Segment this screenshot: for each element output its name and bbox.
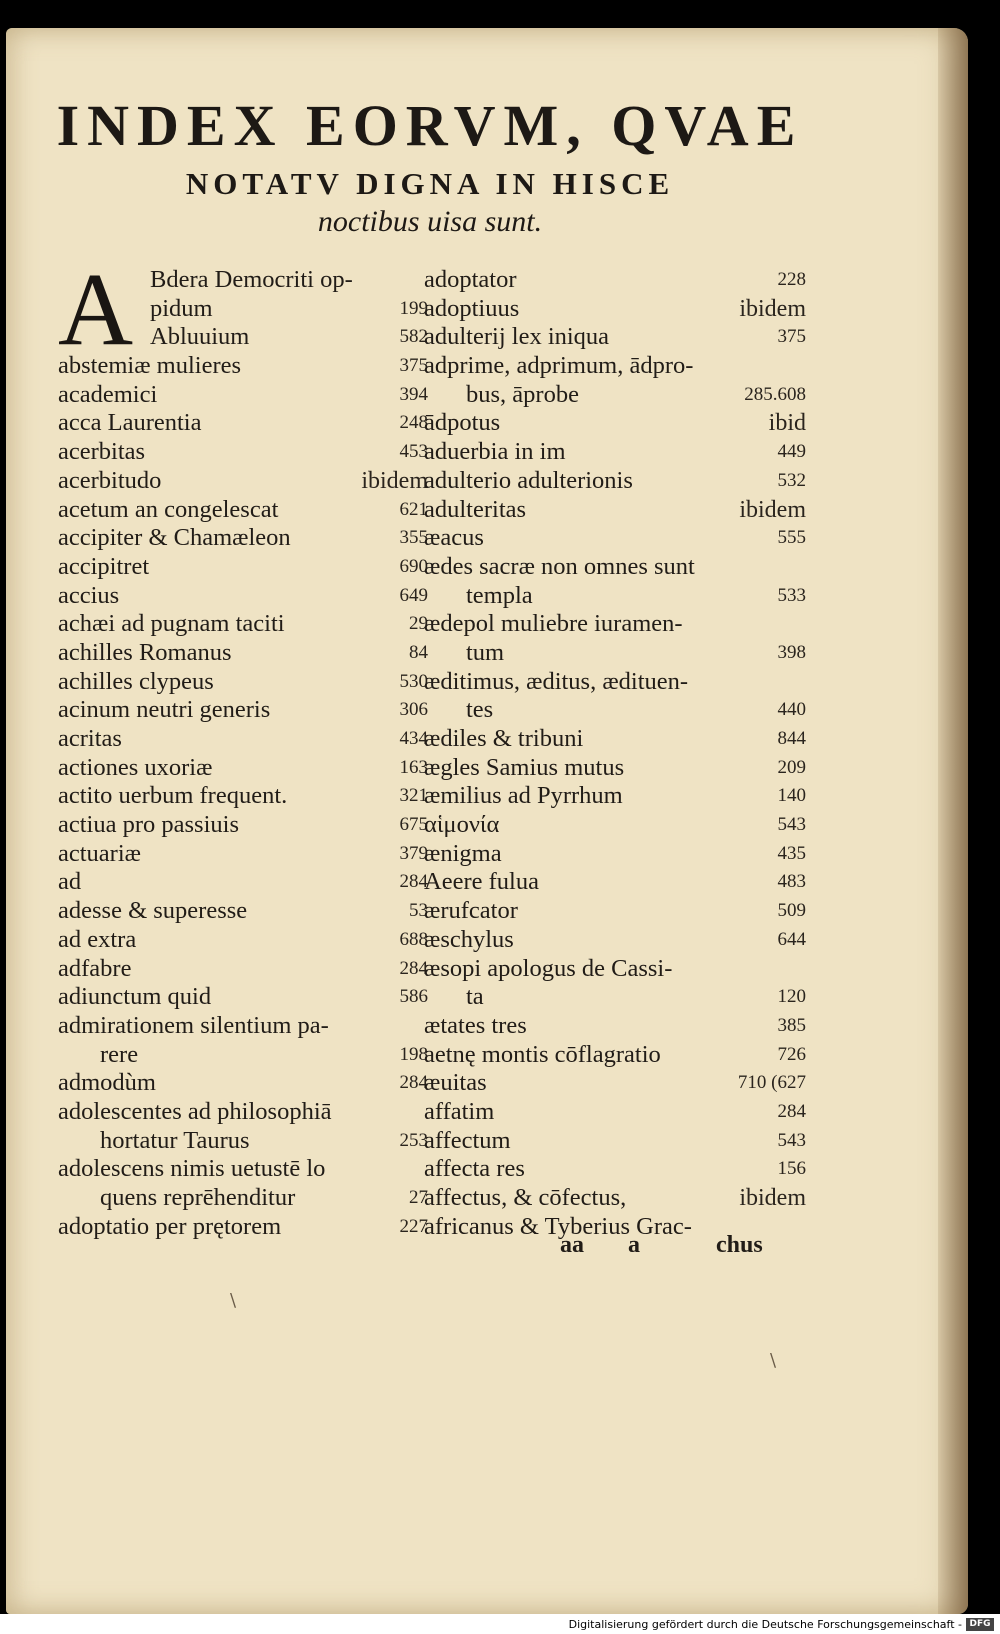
index-entry-page-ref: 84 (409, 641, 428, 663)
index-entry-page-ref: 644 (777, 928, 806, 950)
index-entry-term: adoptator (424, 266, 517, 293)
index-entry-page-ref: 530 (399, 670, 428, 692)
index-entry-term: academici (58, 380, 158, 408)
index-entry-page-ref: 440 (777, 699, 806, 721)
index-entry-term: adprime, adprimum, ādpro- (424, 352, 694, 380)
index-entry (424, 639, 806, 668)
index-entry-term: Bdera Democriti op- (150, 266, 353, 293)
index-entry (424, 409, 806, 438)
index-entry-term: adoptiuus (424, 294, 520, 322)
index-entry-term: acetum an congelescat (58, 495, 279, 523)
index-entry-page-ref: 156 (777, 1158, 806, 1180)
index-entry-page-ref: 621 (399, 498, 428, 520)
index-entry-page-ref: ibidem (361, 467, 428, 494)
index-entry (58, 524, 428, 553)
index-entry-term: adfabre (58, 954, 132, 982)
index-entry-page-ref: 53 (409, 900, 428, 922)
index-entry-page-ref: 385 (777, 1014, 806, 1036)
index-entry-term: bus, āprobe (466, 380, 579, 408)
index-entry-term: accius (58, 581, 120, 609)
index-entry-term: rere (100, 1040, 139, 1068)
index-entry (424, 582, 806, 611)
index-entry-term: æschylus (424, 925, 514, 953)
index-entry (58, 983, 428, 1012)
index-entry-page-ref: 398 (777, 641, 806, 663)
index-entry (58, 553, 428, 582)
index-entry-term: æuitas (424, 1069, 487, 1097)
index-entry (58, 725, 428, 754)
index-entry (424, 467, 806, 496)
index-entry-page-ref: 844 (777, 728, 806, 749)
index-entry-term: adulteritas (424, 495, 527, 523)
index-entry (58, 1041, 428, 1070)
index-entry (424, 926, 806, 955)
index-entry (424, 696, 806, 725)
index-entry (424, 840, 806, 869)
index-entry (58, 352, 428, 381)
index-entry-page-ref: 140 (777, 785, 806, 807)
index-entry-page-ref: 209 (777, 756, 806, 778)
index-entry (424, 983, 806, 1012)
index-entry-page-ref: 710 (627 (737, 1072, 806, 1094)
index-entry (58, 1098, 428, 1127)
index-entry (424, 897, 806, 926)
index-entry-term: acinum neutri generis (58, 696, 271, 724)
index-entry-term: acritas (58, 725, 122, 752)
index-entry-page-ref: 690 (399, 555, 428, 577)
index-entry-term: hortatur Taurus (100, 1126, 250, 1154)
index-entry (58, 754, 428, 783)
index-entry-term: ad (58, 868, 82, 896)
index-left-column (58, 252, 428, 1241)
index-entry (58, 1213, 428, 1242)
index-entry-term: actito uerbum frequent. (58, 782, 288, 810)
index-entry-term: abstemiæ mulieres (58, 352, 242, 380)
index-entry (58, 381, 428, 410)
index-entry-term: adulterio adulterionis (424, 466, 633, 494)
index-entry-page-ref: ibidem (739, 1185, 806, 1211)
index-subtitle: NOTATV DIGNA IN HISCE (185, 166, 675, 201)
index-entry-page-ref: 509 (777, 900, 806, 922)
index-entry-term: ta (466, 983, 484, 1011)
index-entry-page-ref: 649 (399, 584, 428, 606)
index-entry-term: admirationem silentium pa- (58, 1011, 329, 1039)
index-entry-term: ægles Samius mutus (424, 753, 625, 781)
index-entry-term: adiunctum quid (58, 983, 212, 1011)
index-entry-page-ref: 675 (399, 814, 428, 836)
index-entry-term: æacus (424, 524, 484, 552)
index-entry-page-ref: 253 (399, 1129, 428, 1151)
index-entry-term: achæi ad pugnam taciti (58, 610, 285, 638)
index-entry (424, 1155, 806, 1184)
index-entry (424, 725, 806, 754)
index-entry (424, 438, 806, 467)
digitization-credit: Digitalisierung gefördert durch die Deutsche Forschungsgemeinschaft - (568, 1618, 962, 1631)
index-entry-term: acerbitudo (58, 466, 162, 494)
index-entry (424, 782, 806, 811)
index-entry (424, 496, 806, 525)
index-entry-page-ref: 543 (777, 814, 806, 836)
index-entry-term: æsopi apologus de Cassi- (424, 954, 673, 982)
index-entry-term: acerbitas (58, 438, 146, 466)
index-entry-page-ref: 321 (399, 785, 428, 807)
index-entry-term: æmilius ad Pyrrhum (424, 782, 623, 810)
index-entry (58, 438, 428, 467)
index-entry-page-ref: 285.608 (744, 383, 806, 405)
index-entry-page-ref: 453 (399, 441, 428, 463)
index-entry-term: æditimus, æditus, ædituen- (424, 667, 689, 695)
index-entry-page-ref: 449 (777, 441, 806, 463)
index-entry (424, 1012, 806, 1041)
index-entry (58, 926, 428, 955)
index-entry (58, 955, 428, 984)
index-entry-term: tes (466, 696, 494, 724)
index-entry-page-ref: 434 (399, 728, 428, 749)
index-entry (424, 1041, 806, 1070)
index-entry-term: affecta res (424, 1155, 525, 1183)
index-entry (424, 754, 806, 783)
index-entry-page-ref: 284 (399, 1072, 428, 1094)
index-entry-term: affatim (424, 1097, 495, 1125)
index-entry (424, 352, 806, 381)
index-entry (424, 1069, 806, 1098)
index-entry (58, 496, 428, 525)
index-entry (58, 266, 428, 295)
index-entry-page-ref: ibid (768, 410, 806, 437)
index-entry-page-ref: 435 (777, 842, 806, 864)
index-entry-page-ref: 379 (399, 842, 428, 864)
index-entry (424, 553, 806, 582)
index-entry-term: quens reprēhenditur (100, 1184, 296, 1211)
index-entry-term: actuariæ (58, 839, 141, 867)
index-entry (424, 381, 806, 410)
index-entry-term: aetnę montis cōflagratio (424, 1040, 661, 1068)
index-entry (58, 811, 428, 840)
index-entry (58, 639, 428, 668)
index-entry-page-ref: 248 (399, 412, 428, 434)
index-entry-page-ref: 284 (777, 1100, 806, 1122)
index-entry-page-ref: 532 (777, 469, 806, 491)
index-right-column (424, 266, 806, 1241)
index-entry-page-ref: 543 (777, 1129, 806, 1151)
index-entry-term: ædes sacræ non omnes sunt (424, 552, 695, 580)
index-entry-term: achilles clypeus (58, 667, 214, 695)
index-entry-term: ærufcator (424, 897, 518, 925)
index-entry-page-ref: 306 (399, 699, 428, 721)
index-entry (424, 295, 806, 324)
index-entry-page-ref: ibidem (739, 496, 806, 523)
index-entry-page-ref: 375 (777, 326, 806, 348)
index-entry (58, 295, 428, 324)
index-entry-term: Aeere fulua (424, 868, 539, 896)
index-entry-term: ætates tres (424, 1011, 527, 1039)
index-entry-page-ref: 533 (777, 584, 806, 606)
index-entry (424, 868, 806, 897)
index-entry (424, 1184, 806, 1213)
index-entry-page-ref: 394 (399, 383, 428, 405)
index-entry (58, 1184, 428, 1213)
drop-capital: A (58, 252, 134, 367)
index-entry (424, 610, 806, 639)
index-entry (58, 868, 428, 897)
index-entry-term: accipiter & Chamæleon (58, 524, 291, 552)
index-entry-term: αἱμονία (424, 811, 500, 839)
index-entry (424, 1127, 806, 1156)
index-entry-page-ref: ibidem (739, 295, 806, 322)
index-entry (58, 696, 428, 725)
index-entry-term: Abluuium (150, 323, 250, 351)
index-entry (424, 955, 806, 984)
index-entry (58, 897, 428, 926)
index-entry-term: affectus, & cōfectus, (424, 1184, 627, 1211)
index-entry (58, 840, 428, 869)
index-entry-page-ref: 228 (777, 269, 806, 290)
index-entry-term: admodùm (58, 1069, 156, 1097)
index-entry-term: adulterij lex iniqua (424, 323, 610, 351)
index-entry (58, 467, 428, 496)
index-entry (58, 323, 428, 352)
index-entry (58, 1155, 428, 1184)
index-entry (58, 610, 428, 639)
index-entry (58, 782, 428, 811)
index-entry (424, 323, 806, 352)
index-entry-term: acca Laurentia (58, 409, 202, 437)
index-entry (58, 668, 428, 697)
ink-mark: \ (770, 1350, 777, 1371)
index-title: INDEX EORVM, QVAE (56, 93, 804, 158)
index-entry (58, 582, 428, 611)
index-entry-page-ref: 120 (777, 986, 806, 1008)
index-entry-term: aduerbia in im (424, 438, 566, 466)
index-entry-term: tum (466, 638, 505, 666)
index-entry-page-ref: 227 (399, 1215, 428, 1237)
index-entry-term: ādpotus (424, 409, 501, 437)
index-entry-term: ænigma (424, 839, 502, 867)
catchword: chus (716, 1232, 763, 1258)
index-entry-term: ædiles & tribuni (424, 725, 584, 752)
index-entry-term: adesse & superesse (58, 897, 248, 925)
index-entry-term: adolescentes ad philosophiā (58, 1097, 332, 1125)
index-entry (58, 409, 428, 438)
index-entry-page-ref: 688 (399, 928, 428, 950)
index-entry-page-ref: 483 (777, 871, 806, 893)
index-entry-term: adoptatio per prętorem (58, 1212, 282, 1240)
index-entry-page-ref: 726 (777, 1043, 806, 1065)
index-entry-page-ref: 582 (399, 326, 428, 348)
index-entry (424, 811, 806, 840)
index-entry-term: ædepol muliebre iuramen- (424, 610, 683, 638)
index-entry-page-ref: 555 (777, 527, 806, 549)
index-entry-term: pidum (150, 294, 213, 322)
index-entry-page-ref: 355 (399, 527, 428, 549)
index-entry (58, 1069, 428, 1098)
ink-mark: \ (230, 1290, 237, 1311)
index-entry (424, 668, 806, 697)
index-entry (58, 1127, 428, 1156)
dfg-logo: DFG (966, 1618, 994, 1631)
index-entry-page-ref: 27 (409, 1187, 428, 1208)
index-entry-term: ad extra (58, 925, 137, 953)
index-entry-page-ref: 198 (399, 1043, 428, 1065)
index-entry-page-ref: 284 (399, 871, 428, 893)
index-entry-term: actiua pro passiuis (58, 811, 239, 839)
index-subtitle-italic: noctibus uisa sunt. (317, 205, 543, 238)
index-entry-term: africanus & Tyberius Grac- (424, 1212, 692, 1240)
index-entry-page-ref: 586 (399, 986, 428, 1008)
index-entry-term: templa (466, 581, 533, 609)
index-entry-page-ref: 199 (399, 297, 428, 319)
index-entry-page-ref: 375 (399, 355, 428, 377)
index-entry-term: actiones uxoriæ (58, 753, 213, 781)
index-entry-term: achilles Romanus (58, 638, 232, 666)
index-entry-page-ref: 163 (399, 756, 428, 778)
index-entry (424, 524, 806, 553)
signature-mark-2: a (628, 1232, 640, 1258)
index-entry-term: adolescens nimis uetustē lo (58, 1155, 326, 1183)
signature-mark-1: aa (560, 1232, 584, 1258)
index-entry-page-ref: 29 (409, 613, 428, 635)
footer-bar (0, 1614, 1000, 1634)
page-edge-shadow (938, 28, 968, 1614)
index-entry (58, 1012, 428, 1041)
index-entry (424, 1098, 806, 1127)
index-entry-page-ref: 284 (399, 957, 428, 979)
index-entry-term: accipitret (58, 552, 150, 580)
index-entry (424, 266, 806, 295)
index-entry-term: affectum (424, 1126, 511, 1154)
